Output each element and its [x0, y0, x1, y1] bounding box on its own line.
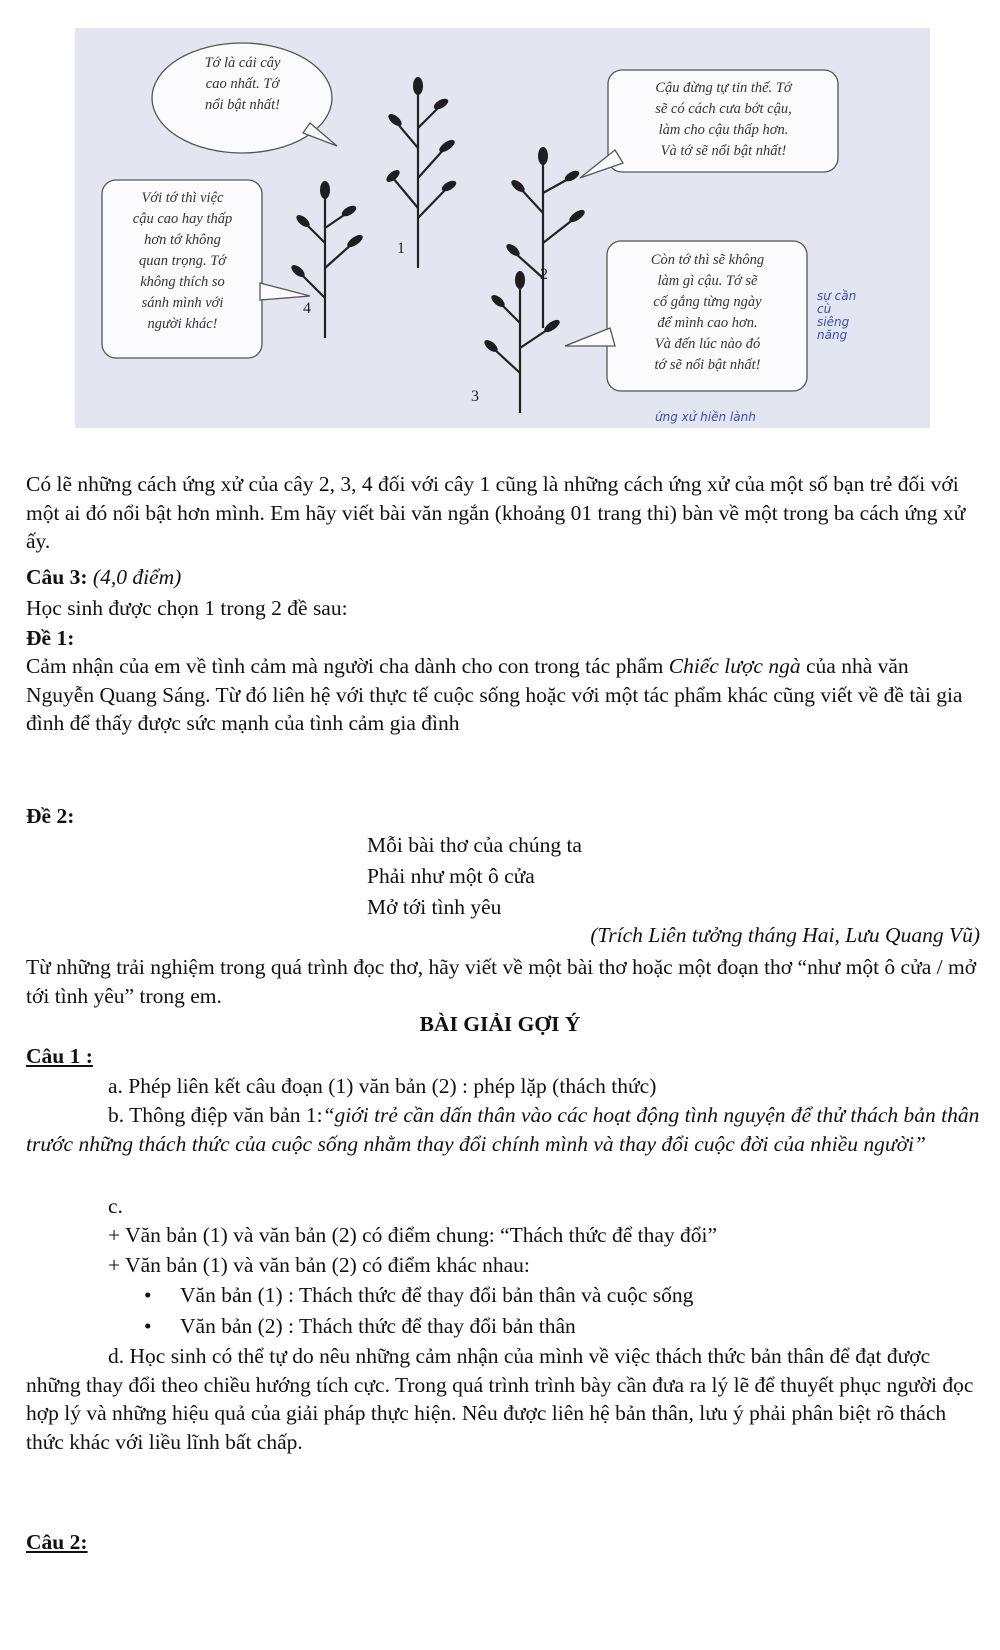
cau1-d: d. Học sinh có thể tự do nêu những cảm nhận của mình về việc thách thức bản thân để đạt được những thay đổi theo chiều hướng tích cực. Trong quá trình trình bày cần đưa ra lý lẽ để thuyết phục người đọc hợp lý và những hiệu quả của giải pháp thực hiện. Nêu được liên hệ bản thân, lưu ý phải phân biệt rõ thách thức khác với liều lĩnh bất chấp. — [26, 1344, 974, 1454]
de1-label — [26, 624, 980, 653]
cau1-c1: + Văn bản (1) và văn bản (2) có điểm chung: “Thách thức để thay đổi” — [108, 1223, 718, 1247]
cau1-c2: + Văn bản (1) và văn bản (2) có điểm khác nhau: — [108, 1253, 530, 1277]
task-intro: Có lẽ những cách ứng xử của cây 2, 3, 4 đối với cây 1 cũng là những cách ứng xử của một số bạn trẻ đối với một ai đó nổi bật hơn mình. Em hãy viết bài văn ngắn (khoảng 01 trang thi) bàn về một trong ba cách ứng xử ấy. — [26, 472, 966, 553]
cau1-b — [26, 1101, 980, 1158]
cau1-c-label: c. — [108, 1194, 123, 1218]
cau1-b-quote: “giới trẻ cần dấn thân vào các hoạt động tình nguyện để thử thách bản thân trước những thách thức của cuộc sống nhằm thay đổi chính mình và thay đổi cuộc đời của nhiều người” — [26, 1103, 980, 1156]
de1-label-text: Đề 1: — [26, 626, 75, 650]
bubble-tree-3-text: Với tớ thì việc cậu cao hay thấp hơn tớ không quan trọng. Tớ không thích so sánh mình với người khác! — [132, 190, 233, 332]
handwritten-note-bottom: ứng xử hiền lành — [655, 410, 756, 424]
cau3-points: (4,0 điểm) — [92, 565, 182, 589]
cau3-label: Câu 3: — [26, 565, 88, 589]
poem-line-2: Phải như một ô cửa — [367, 864, 535, 888]
cau1-b-prefix: b. Thông điệp văn bản 1: — [108, 1103, 323, 1127]
bubble-tree-1-text: Tớ là cái cây cao nhất. Tớ nổi bật nhất! — [204, 55, 281, 113]
cau1-a: a. Phép liên kết câu đoạn (1) văn bản (2) : phép lặp (thách thức) — [108, 1074, 657, 1098]
cau1-label — [26, 1042, 980, 1071]
handwritten-note-right: sự cần cù siêng năng — [817, 289, 857, 342]
tree-label-1: 1 — [397, 240, 405, 257]
cau3-heading — [26, 563, 980, 592]
cau1-bullet-1 — [180, 1281, 693, 1310]
poem-citation: (Trích Liên tưởng tháng Hai, Lưu Quang Vũ) — [590, 923, 980, 947]
de1-text — [26, 652, 980, 738]
poem-line-1: Mỗi bài thơ của chúng ta — [367, 833, 582, 857]
tree-label-4: 4 — [303, 300, 311, 317]
de1-work-title: Chiếc lược ngà — [668, 654, 801, 678]
illustration-photo — [75, 28, 930, 428]
tree-label-3: 3 — [471, 388, 479, 405]
bubble-tree-2-text: Cậu đừng tự tin thế. Tớ sẽ có cách cưa bớt cậu, làm cho cậu thấp hơn. Và tớ sẽ nổi bật nhất! — [655, 80, 792, 159]
bubble-tree-4-text: Còn tớ thì sẽ không làm gì cậu. Tớ sẽ cố gắng từng ngày để mình cao hơn. Và đến lúc nào đó tớ sẽ nổi bật nhất! — [650, 252, 765, 373]
cau2-label-text: Câu 2: — [26, 1530, 88, 1554]
cau2-label — [26, 1528, 980, 1557]
choose-instruction: Học sinh được chọn 1 trong 2 đề sau: — [26, 596, 348, 620]
cau1-label-text: Câu 1 : — [26, 1044, 93, 1068]
de2-label-text: Đề 2: — [26, 804, 75, 828]
cau1-bullet-2 — [180, 1312, 576, 1341]
tree-label-2: 2 — [540, 266, 548, 283]
cau1-bullet-1-text: Văn bản (1) : Thách thức để thay đổi bản thân và cuộc sống — [180, 1283, 694, 1307]
answer-heading: BÀI GIẢI GỢI Ý — [419, 1012, 581, 1036]
de1-text-after: của nhà văn Nguyễn Quang Sáng. Từ đó liên hệ với thực tế cuộc sống hoặc với một tác phẩm khác cũng viết về đề tài gia đình để thấy được sức mạnh của tình cảm gia đình — [26, 654, 963, 735]
poem-line-3: Mở tới tình yêu — [367, 895, 502, 919]
de2-label — [26, 802, 980, 831]
cau1-bullet-2-text: Văn bản (2) : Thách thức để thay đổi bản thân — [180, 1314, 576, 1338]
de2-text: Từ những trải nghiệm trong quá trình đọc thơ, hãy viết về một bài thơ hoặc một đoạn thơ “như một ô cửa / mở tới tình yêu” trong em. — [26, 955, 977, 1008]
de1-text-before: Cảm nhận của em về tình cảm mà người cha dành cho con trong tác phẩm — [26, 654, 669, 678]
